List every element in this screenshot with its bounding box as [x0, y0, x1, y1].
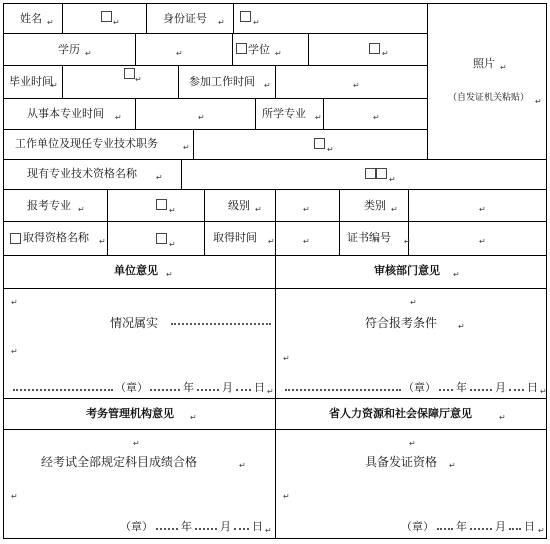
col-line — [193, 129, 194, 159]
col-line — [323, 98, 324, 129]
paragraph-mark: ↵ — [133, 439, 140, 448]
apply-major-input[interactable] — [156, 199, 167, 210]
review-date-dots — [439, 389, 453, 391]
review-seal-dots — [285, 389, 401, 391]
row-line — [3, 129, 427, 130]
paragraph-mark: ↵ — [85, 49, 92, 58]
education-label: 学历 — [58, 43, 80, 56]
paragraph-mark: ↵ — [218, 18, 225, 27]
col-line — [255, 98, 256, 129]
col-line — [275, 65, 276, 98]
obtained-time-label: 取得时间 — [213, 231, 257, 244]
paragraph-mark: ↵ — [303, 205, 310, 214]
exam-date-dots — [234, 528, 249, 530]
unit-opinion-text: 情况属实 — [110, 316, 159, 330]
paragraph-mark: ↵ — [11, 492, 18, 501]
paragraph-mark: ↵ — [239, 461, 246, 470]
paragraph-mark: ↵ — [453, 270, 460, 279]
degree-input[interactable] — [369, 43, 380, 54]
unit-opinion-title: 单位意见 — [114, 264, 158, 277]
paragraph-mark: ↵ — [382, 49, 389, 58]
paragraph-mark: ↵ — [538, 526, 545, 535]
row-line — [3, 65, 427, 66]
id-number-input[interactable] — [240, 11, 251, 22]
col-line — [178, 65, 179, 98]
application-form — [3, 3, 547, 539]
hr-year: 年 — [456, 520, 467, 533]
exam-date-dots — [195, 528, 217, 530]
col-line — [232, 33, 233, 65]
hr-date-dots — [509, 528, 521, 530]
paragraph-mark: ↵ — [535, 97, 542, 106]
col-line — [62, 65, 63, 98]
col-line — [107, 189, 108, 255]
workplace-label: 工作单位及现任专业技术职务 — [15, 137, 158, 150]
paragraph-mark: ↵ — [99, 237, 106, 246]
graduation-time-input[interactable] — [124, 68, 135, 79]
hr-day: 日 — [524, 520, 535, 533]
unit-opinion-dots — [171, 323, 271, 325]
paragraph-mark: ↵ — [156, 173, 163, 182]
major-label: 所学专业 — [262, 107, 306, 120]
paragraph-mark: ↵ — [253, 18, 260, 27]
paragraph-mark: ↵ — [78, 205, 85, 214]
obtained-qualification-label: 取得资格名称 — [23, 231, 89, 244]
degree-checkbox[interactable] — [236, 43, 247, 54]
unit-seal: （章） — [115, 381, 148, 394]
work-start-label: 参加工作时间 — [189, 75, 255, 88]
unit-date-dots — [236, 389, 251, 391]
unit-date-dots — [150, 389, 180, 391]
paragraph-mark: ↵ — [303, 237, 310, 246]
degree-label: 学位 — [248, 43, 270, 56]
border-left — [3, 3, 4, 539]
hr-date-dots — [470, 528, 492, 530]
paragraph-mark: ↵ — [268, 237, 275, 246]
exam-seal: （章） — [120, 520, 153, 533]
col-line — [135, 33, 136, 65]
col-line — [181, 159, 182, 189]
paragraph-mark: ↵ — [267, 387, 274, 396]
paragraph-mark: ↵ — [479, 237, 486, 246]
paragraph-mark: ↵ — [51, 81, 58, 90]
photo-label: 照片 — [473, 57, 495, 70]
paragraph-mark: ↵ — [169, 206, 176, 215]
col-line — [233, 3, 234, 33]
category-label: 类别 — [364, 199, 386, 212]
col-line — [135, 98, 136, 129]
name-label: 姓名 — [20, 12, 42, 25]
row-line — [3, 33, 427, 34]
paragraph-mark: ↵ — [47, 18, 54, 27]
graduation-time-label: 毕业时间 — [9, 75, 53, 88]
exam-year: 年 — [181, 520, 192, 533]
paragraph-mark: ↵ — [353, 81, 360, 90]
paragraph-mark: ↵ — [190, 413, 197, 422]
exam-date-dots — [156, 528, 178, 530]
paragraph-mark: ↵ — [389, 175, 396, 184]
col-line — [339, 189, 340, 255]
unit-date-dots — [197, 389, 219, 391]
paragraph-mark: ↵ — [255, 205, 262, 214]
unit-year: 年 — [183, 381, 194, 394]
engaged-time-label: 从事本专业时间 — [27, 107, 104, 120]
certificate-number-label: 证书编号 — [347, 231, 391, 244]
current-qualification-label: 现有专业技术资格名称 — [27, 167, 137, 180]
paragraph-mark: ↵ — [410, 298, 417, 307]
review-month: 月 — [495, 381, 506, 394]
paragraph-mark: ↵ — [499, 413, 506, 422]
col-line — [146, 3, 147, 33]
obtained-qualification-checkbox[interactable] — [10, 233, 21, 244]
paragraph-mark: ↵ — [166, 270, 173, 279]
paragraph-mark: ↵ — [176, 49, 183, 58]
hr-opinion-text: 具备发证资格 — [365, 455, 438, 469]
paragraph-mark: ↵ — [265, 526, 272, 535]
col-line — [62, 3, 63, 33]
paragraph-mark: ↵ — [183, 143, 190, 152]
id-number-label: 身份证号 — [163, 12, 207, 25]
review-date-dots — [470, 389, 492, 391]
name-input[interactable] — [101, 11, 112, 22]
hr-month: 月 — [495, 520, 506, 533]
col-line — [204, 189, 205, 255]
col-line — [308, 33, 309, 65]
col-line — [275, 189, 276, 255]
current-qualification-input[interactable] — [365, 168, 376, 179]
review-year: 年 — [456, 381, 467, 394]
apply-major-label: 报考专业 — [27, 199, 71, 212]
current-qualification-input[interactable] — [376, 168, 387, 179]
paragraph-mark: ↵ — [169, 240, 176, 249]
review-seal: （章） — [403, 381, 436, 394]
paragraph-mark: ↵ — [264, 81, 271, 90]
paragraph-mark: ↵ — [458, 322, 465, 331]
hr-seal: （章） — [401, 520, 434, 533]
review-date-dots — [509, 389, 524, 391]
level-label: 级别 — [228, 199, 250, 212]
paragraph-mark: ↵ — [115, 113, 122, 122]
paragraph-mark: ↵ — [283, 492, 290, 501]
review-day: 日 — [527, 381, 538, 394]
paragraph-mark: ↵ — [404, 237, 411, 246]
paragraph-mark: ↵ — [327, 145, 334, 154]
paragraph-mark: ↵ — [315, 113, 322, 122]
border-right — [546, 3, 547, 539]
hr-opinion-title: 省人力资源和社会保障厅意见 — [329, 407, 472, 420]
paragraph-mark: ↵ — [449, 461, 456, 470]
paragraph-mark: ↵ — [198, 113, 205, 122]
review-opinion-title: 审核部门意见 — [374, 264, 440, 277]
photo-divider — [427, 3, 428, 159]
review-opinion-text: 符合报考条件 — [365, 316, 438, 330]
paragraph-mark: ↵ — [275, 49, 282, 58]
paragraph-mark: ↵ — [11, 298, 18, 307]
row-line — [3, 159, 547, 160]
exam-month: 月 — [220, 520, 231, 533]
obtained-qualification-input[interactable] — [156, 233, 167, 244]
exam-day: 日 — [252, 520, 263, 533]
hr-date-dots — [437, 528, 453, 530]
paragraph-mark: ↵ — [391, 205, 398, 214]
exam-opinion-title: 考务管理机构意见 — [86, 407, 174, 420]
paragraph-mark: ↵ — [500, 63, 507, 72]
row-line — [3, 98, 427, 99]
opinion-divider — [275, 255, 276, 539]
paragraph-mark: ↵ — [11, 347, 18, 356]
paragraph-mark: ↵ — [135, 75, 142, 84]
border-top — [3, 3, 547, 4]
unit-day: 日 — [254, 381, 265, 394]
paragraph-mark: ↵ — [409, 439, 416, 448]
photo-note: （自发证机关粘贴） — [448, 93, 530, 103]
workplace-input[interactable] — [314, 138, 325, 149]
unit-seal-dots — [13, 389, 113, 391]
unit-month: 月 — [222, 381, 233, 394]
exam-opinion-text: 经考试全部规定科目成绩合格 — [41, 455, 198, 469]
paragraph-mark: ↵ — [540, 387, 547, 396]
paragraph-mark: ↵ — [479, 205, 486, 214]
paragraph-mark: ↵ — [283, 354, 290, 363]
paragraph-mark: ↵ — [113, 18, 120, 27]
paragraph-mark: ↵ — [373, 113, 380, 122]
